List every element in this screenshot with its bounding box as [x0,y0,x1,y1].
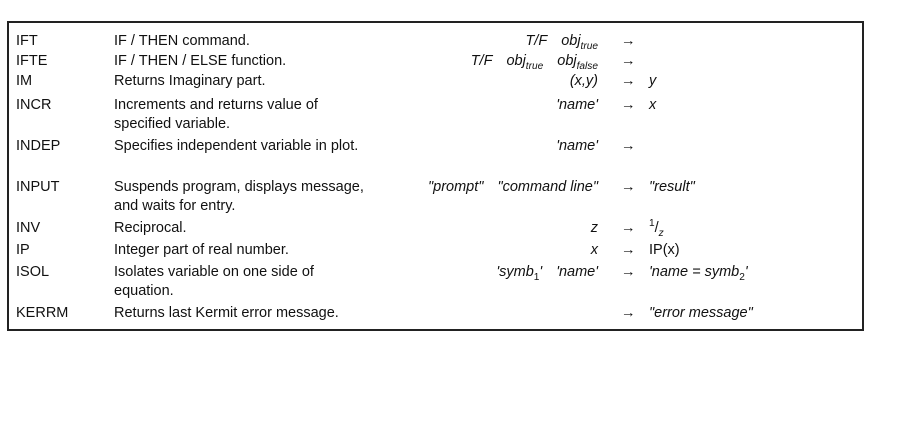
command-name: INCR [16,97,52,113]
command-name: IFTE [16,53,48,69]
arrow-icon: → [621,220,636,236]
stack-input: T/F obj$_{true}$ obj$_{false}$ [470,53,598,72]
stack-input: 'name' [556,97,598,113]
stack-output: x [649,97,657,113]
stack-output: "error message" [649,305,753,321]
command-name: INPUT [16,179,60,195]
stack-input: (x,y) [569,73,598,89]
command-description: Integer part of real number. [114,242,289,258]
arrow-icon: → [621,179,636,195]
stack-input: 'name' [556,138,598,154]
stack-input: "prompt" "command line" [428,179,598,195]
arrow-icon: → [621,97,636,113]
command-name: KERRM [16,305,69,321]
stack-input: z [590,220,598,236]
command-name: IM [16,73,33,89]
command-description: Reciprocal. [114,220,187,236]
command-description: IF / THEN command. [114,33,250,49]
stack-output: y [649,73,657,89]
command-name: ISOL [16,264,50,280]
stack-output: 'name = symb$_2$' [649,264,748,283]
command-description: Returns Imaginary part. [114,73,266,89]
command-description: Isolates variable on one side of equation. [114,264,314,299]
stack-output: "result" [649,179,695,195]
arrow-icon: → [621,305,636,321]
command-description: Suspends program, displays message, and waits for entry. [114,179,364,214]
arrow-icon: → [621,138,636,154]
arrow-icon: → [621,264,636,280]
command-description: IF / THEN / ELSE function. [114,53,287,69]
command-reference-table [7,21,864,331]
stack-input: x [590,242,598,258]
command-name: INV [16,220,41,236]
command-name: IP [16,242,30,258]
arrow-icon: → [621,53,636,69]
command-description: Returns last Kermit error message. [114,305,339,321]
stack-output: $^1/_z$ [649,218,664,239]
arrow-icon: → [621,73,636,89]
command-description: Increments and returns value of specified variable. [114,97,318,132]
stack-output: IP(x) [649,242,680,258]
stack-input: 'symb$_1$' 'name' [496,264,598,283]
arrow-icon: → [621,242,636,258]
arrow-icon: → [621,33,636,49]
command-description: Specifies independent variable in plot. [114,138,359,154]
command-name: INDEP [16,138,61,154]
command-name: IFT [16,33,38,49]
stack-input: T/F obj$_{true}$ [525,33,598,52]
